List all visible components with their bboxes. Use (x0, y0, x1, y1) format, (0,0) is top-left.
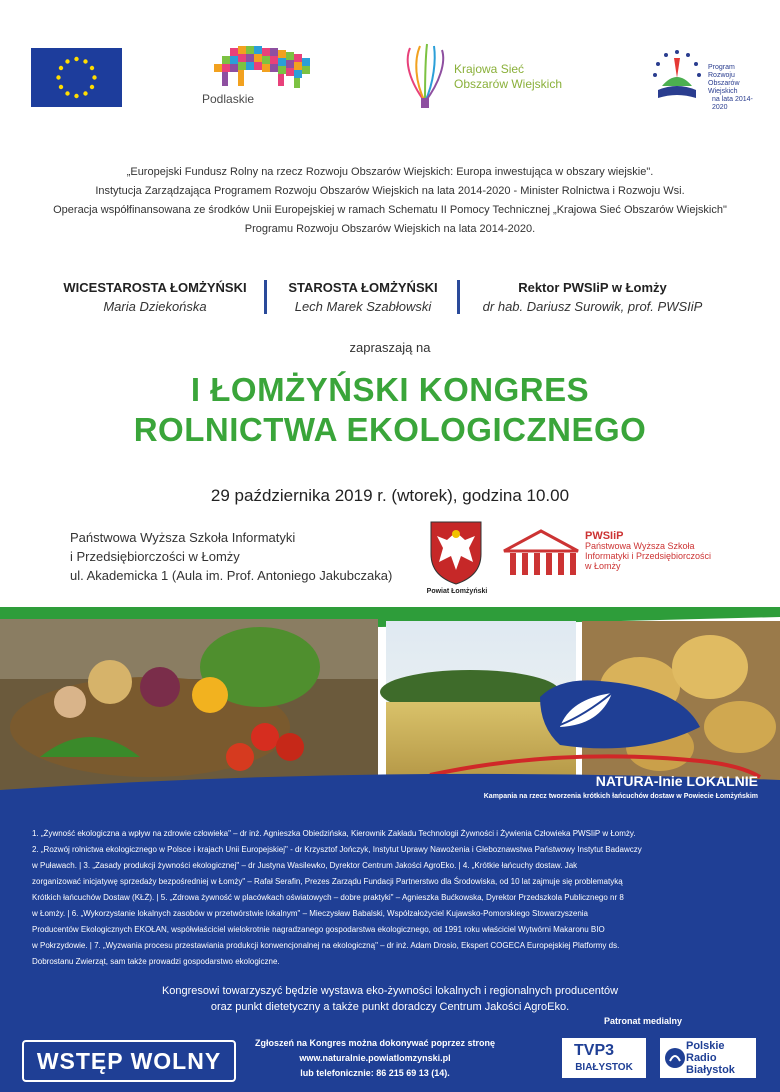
radio-wordmark (686, 1040, 735, 1076)
prow-label-line5: na lata 2014-2020 (712, 96, 753, 111)
congress-title-line2: ROLNICTWA EKOLOGICZNEGO (133, 411, 647, 448)
powiat-caption: Powiat Łomżyński (426, 588, 488, 595)
invite-text: zapraszają na (349, 340, 431, 355)
program-line: 2. „Rozwój rolnictwa ekologicznego w Polsce i krajach Unii Europejskiej" - dr Krzysztof Jończyk, Instytut Uprawy Nawożenia i Gleboznawstwa Państwowy Instytut Badawczy (32, 845, 642, 854)
pwsiip-abbr: PWSIiP (585, 530, 624, 542)
host-name: Lech Marek Szabłowski (294, 299, 432, 314)
pwsiip-line: Informatyki i Przedsiębiorczości (585, 551, 712, 561)
register-website-link[interactable]: www.naturalnie.powiatlomzynski.pl (299, 1053, 451, 1063)
host-name: dr hab. Dariusz Surowik, prof. PWSIiP (482, 299, 703, 314)
host-rector (465, 280, 720, 314)
note-line: oraz punkt dietetyczny a także punkt doradczy Centrum Jakości AgroEko. (210, 1001, 570, 1013)
host-name: Maria Dziekońska (103, 299, 207, 314)
prow-label-line2: Rozwoju (708, 72, 735, 79)
radio-line: Polskie (686, 1040, 725, 1052)
pwsiip-label (585, 531, 711, 571)
eu-flag-logo (31, 48, 122, 107)
venue-line: i Przedsiębiorczości w Łomży (70, 549, 240, 564)
ksow-label-line2: Obszarów Wiejskich (454, 77, 563, 91)
event-date: 29 października 2019 r. (wtorek), godzina 10.00 (210, 486, 570, 505)
program-line: w Pokrzydowie. | 7. „Wyzwania procesu przestawiania produkcji konwencjonalnej na ekologiczną" – dr inż. Adam Drosio, Ekspert COGECA Europejskiej Platformy ds. (32, 941, 620, 950)
program-line: Producentów Ekologicznych EKOŁAN, współwłaściciel wielokrotnie nagradzanego gospodarstwa ekologicznego, od 1991 roku właściciel Wytwórni Makaronu BIO (32, 925, 605, 934)
tvp3-city: BIAŁYSTOK (575, 1062, 633, 1073)
note-line: Kongresowi towarzyszyć będzie wystawa eko-żywności lokalnych i regionalnych producentów (161, 985, 619, 997)
venue-address (70, 528, 392, 585)
host-separator (264, 280, 267, 314)
prow-label-line4: Wiejskich (708, 88, 738, 95)
ksow-tree-icon (400, 42, 450, 112)
pwsiip-logo (500, 525, 730, 585)
program-list (32, 826, 752, 970)
ksow-logo (400, 42, 590, 114)
podlaskie-label: Podlaskie (202, 92, 255, 106)
funding-line: Instytucja Zarządzająca Programem Rozwoju Obszarów Wiejskich na lata 2014-2020 - Minister Rolnictwa i Rozwoju Wsi. (95, 185, 685, 197)
funding-line: Programu Rozwoju Obszarów Wiejskich na lata 2014-2020. (244, 223, 536, 235)
register-phone: lub telefonicznie: 86 215 69 13 (14). (300, 1068, 450, 1078)
prow-label-line3: Obszarów (708, 80, 740, 87)
university-building-icon (500, 525, 582, 579)
campaign-title: NATURA-lnie LOKALNIE (595, 773, 758, 789)
prow-label-line1: Program (708, 64, 735, 71)
funding-line: Operacja współfinansowana ze środków Unii Europejskiej w ramach Schematu II Pomocy Technicznej „Krajowa Sieć Obszarów Wiejskich" (53, 204, 727, 216)
powiat-coat-of-arms (425, 518, 487, 598)
ksow-label-line1: Krajowa Sieć (454, 62, 525, 76)
tvp3-wordmark: TVP3 (574, 1042, 615, 1059)
host-title: STAROSTA ŁOMŻYŃSKI (288, 280, 438, 295)
pwsiip-line: Państwowa Wyższa Szkoła (585, 541, 695, 551)
congress-title (0, 370, 780, 450)
host-title: Rektor PWSIiP w Łomży (518, 280, 667, 295)
program-line: 1. „Żywność ekologiczna a wpływ na zdrowie człowieka" – dr inż. Agnieszka Obiedzińska, Kierownik Zakładu Technologii Żywności i Żywienia Człowieka PWSIiP w Łomży. (32, 829, 636, 838)
prow-label (708, 64, 758, 112)
registration-info (245, 1036, 505, 1081)
media-patronage-label: Patronat medialny (604, 1016, 683, 1026)
host-title: WICESTAROSTA ŁOMŻYŃSKI (63, 280, 247, 295)
free-entry-badge: WSTĘP WOLNY (22, 1040, 236, 1082)
program-line: Dobrostanu Zwierząt, sam także prowadzi gospodarstwo ekologiczne. (32, 957, 280, 966)
funding-line: „Europejski Fundusz Rolny na rzecz Rozwoju Obszarów Wiejskich: Europa inwestująca w obszary wiejskie". (126, 166, 654, 178)
prow-emblem-icon (648, 46, 706, 108)
venue-line: ul. Akademicka 1 (Aula im. Prof. Antoniego Jakubczaka) (70, 568, 393, 583)
radio-line: Białystok (686, 1064, 735, 1076)
host-separator (457, 280, 460, 314)
radio-line: Radio (686, 1052, 717, 1064)
campaign-subtitle: Kampania na rzecz tworzenia krótkich łańcuchów dostaw w Powiecie Łomżyńskim (483, 793, 758, 800)
polskie-radio-logo (660, 1038, 756, 1078)
bison-mosaic-icon (190, 42, 330, 92)
eagle-shield-icon (425, 518, 487, 586)
eu-stars-icon (31, 48, 122, 107)
ksow-label (454, 62, 562, 92)
pwsiip-line: w Łomży (585, 561, 621, 571)
exhibition-note (0, 983, 780, 1015)
program-line: Krótkich łańcuchów Dostaw (KŁŻ). | 5. „Zdrowa żywność w placówkach oświatowych – dobre praktyki" – Agnieszka Bućkowska, Dyrektor Przedszkola Publicznego nr 8 (32, 893, 624, 902)
register-line: Zgłoszeń na Kongres można dokonywać poprzez stronę (254, 1038, 496, 1048)
prow-logo (648, 46, 758, 110)
program-line: w Puławach. | 3. „Zasady produkcji żywności ekologicznej" – dr Justyna Wasilewko, Dyrektor Centrum Jakości AgroEko. | 4. „Krótkie łańcuchy dostaw. Jak (32, 861, 578, 870)
program-line: w Łomży. | 6. „Wykorzystanie lokalnych zasobów w przetwórstwie lokalnym" – Mieczysław Babalski, Współzałożyciel Kujawsko-Pomorskiego Stowarzyszenia (32, 909, 588, 918)
podlaskie-logo (190, 42, 330, 114)
tvp3-logo (562, 1038, 646, 1078)
venue-line: Państwowa Wyższa Szkoła Informatyki (70, 530, 296, 545)
program-line: zorganizować inicjatywę sprzedaży bezpośredniej w Łomży" – Rafał Serafin, Prezes Zarządu Fundacji Partnerstwo dla Środowiska, od 10 lat zajmuje się problematyką (32, 877, 623, 886)
host-vice-starost (50, 280, 260, 314)
funding-statement (30, 163, 750, 239)
congress-title-line1: I ŁOMŻYŃSKI KONGRES (190, 371, 590, 408)
radio-emblem-icon (664, 1047, 686, 1069)
host-starost (272, 280, 454, 314)
